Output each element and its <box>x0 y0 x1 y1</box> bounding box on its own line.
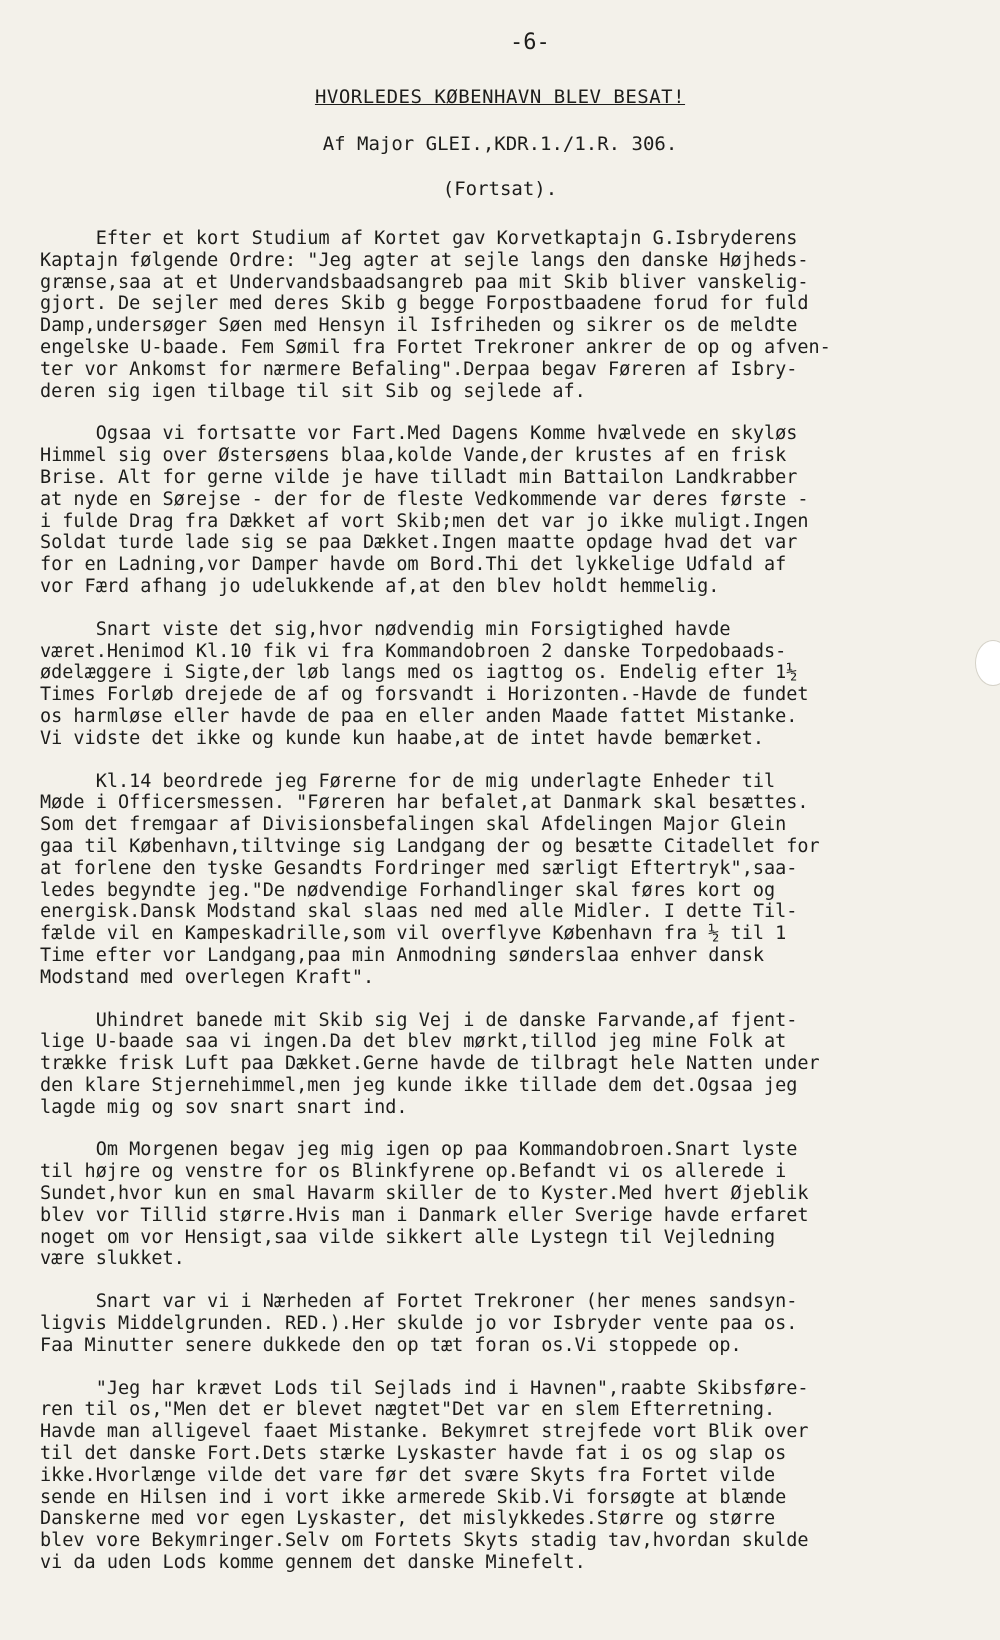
text-line: Kl.14 beordrede jeg Førerne for de mig underlagte Enheder til <box>40 770 776 792</box>
text-line: Møde i Officersmessen. "Føreren har befalet,at Danmark skal besættes. <box>40 792 809 814</box>
text-line: gaa til København,tiltvinge sig Landgang der og besætte Citadellet for <box>40 835 820 857</box>
text-line: ren til os,"Men det er blevet nægtet"Det var en slem Efterretning. <box>40 1399 776 1421</box>
text-line: Times Forløb drejede de af og forsvandt i Horizonten.-Havde de fundet <box>40 684 809 706</box>
text-line: deren sig igen tilbage til sit Sib og sejlede af. <box>40 380 586 402</box>
text-line: Brise. Alt for gerne vilde je have tilladt min Battailon Landkrabber <box>40 466 798 488</box>
text-line: ledes begyndte jeg."De nødvendige Forhandlinger skal føres kort og <box>40 879 776 901</box>
text-line: Som det fremgaar af Divisionsbefalingen skal Afdelingen Major Glein <box>40 814 787 836</box>
text-line: "Jeg har krævet Lods til Sejlads ind i Havnen",raabte Skibsføre- <box>40 1377 809 1399</box>
text-line: vi da uden Lods komme gennem det danske Minefelt. <box>40 1552 586 1574</box>
page-number: -6- <box>510 30 550 55</box>
text-line: grænse,saa at et Undervandsbaadsangreb paa mit Skib bliver vanskelig- <box>40 271 809 293</box>
text-line: sende en Hilsen ind i vort ikke armerede Skib.Vi forsøgte at blænde <box>40 1486 787 1508</box>
text-line: være slukket. <box>40 1248 185 1270</box>
text-line: Danskerne med vor egen Lyskaster, det mislykkedes.Større og større <box>40 1508 776 1530</box>
text-line: i fulde Drag fra Dækket af vort Skib;men det var jo ikke muligt.Ingen <box>40 510 809 532</box>
text-line: Faa Minutter senere dukkede den op tæt foran os.Vi stoppede op. <box>40 1334 742 1356</box>
text-line: Sundet,hvor kun en smal Havarm skiller de to Kyster.Med hvert Øjeblik <box>40 1183 809 1205</box>
text-line: Havde man alligevel faaet Mistanke. Bekymret strejfede vort Blik over <box>40 1421 809 1443</box>
paragraph <box>40 1378 965 1574</box>
text-line: os harmløse eller havde de paa en eller anden Maade fattet Mistanke. <box>40 705 798 727</box>
text-line: Soldat turde lade sig se paa Dækket.Ingen maatte opdage hvad det var <box>40 532 798 554</box>
text-line: engelske U-baade. Fem Sømil fra Fortet Trekroner ankrer de op og afven- <box>40 336 831 358</box>
text-line: trække frisk Luft paa Dækket.Gerne havde de tilbragt hele Natten under <box>40 1053 820 1075</box>
text-line: Uhindret banede mit Skib sig Vej i de danske Farvande,af fjent- <box>40 1009 798 1031</box>
text-line: til det danske Fort.Dets stærke Lyskaster havde fat i os og slap os <box>40 1443 787 1465</box>
article-body <box>40 228 965 1595</box>
text-line: at forlene den tyske Gesandts Fordringer med særligt Eftertryk",saa- <box>40 857 798 879</box>
paragraph <box>40 619 965 750</box>
text-line: energisk.Dansk Modstand skal slaas ned med alle Midler. I dette Til- <box>40 901 798 923</box>
text-line: Snart var vi i Nærheden af Fortet Trekroner (her menes sandsyn- <box>40 1291 798 1313</box>
text-line: blev vor Tillid større.Hvis man i Danmark eller Sverige havde erfaret <box>40 1204 809 1226</box>
text-line: Modstand med overlegen Kraft". <box>40 966 375 988</box>
text-line: Snart viste det sig,hvor nødvendig min Forsigtighed havde <box>40 618 731 640</box>
punch-hole <box>975 640 1000 686</box>
text-line: for en Ladning,vor Damper havde om Bord.Thi det lykkelige Udfald af <box>40 554 787 576</box>
text-line: Time efter vor Landgang,paa min Anmodning sønderslaa enhver dansk <box>40 944 764 966</box>
text-line: blev vore Bekymringer.Selv om Fortets Skyts stadig tav,hvordan skulde <box>40 1530 809 1552</box>
author-line: Af Major GLEI.,KDR.1./1.R. 306. <box>322 133 678 155</box>
text-line: at nyde en Sørejse - der for de fleste Vedkommende var deres første - <box>40 488 809 510</box>
text-line: Om Morgenen begav jeg mig igen op paa Kommandobroen.Snart lyste <box>40 1139 798 1161</box>
text-line: fælde vil en Kampeskadrille,som vil overflyve København fra ½ til 1 <box>40 923 787 945</box>
text-line: Damp,undersøger Søen med Hensyn il Isfriheden og sikrer os de meldte <box>40 315 798 337</box>
text-line: ødelæggere i Sigte,der løb langs med os iagttog os. Endelig efter 1½ <box>40 662 798 684</box>
article-title: HVORLEDES KØBENHAVN BLEV BESAT! <box>314 86 686 108</box>
paragraph <box>40 1291 965 1356</box>
text-line: ter vor Ankomst for nærmere Befaling".Derpaa begav Føreren af Isbry- <box>40 358 798 380</box>
text-line: til højre og venstre for os Blinkfyrene op.Befandt vi os allerede i <box>40 1161 787 1183</box>
paragraph <box>40 1010 965 1119</box>
continued-note: (Fortsat). <box>442 178 558 200</box>
text-line: Ogsaa vi fortsatte vor Fart.Med Dagens Komme hvælvede en skyløs <box>40 423 798 445</box>
text-line: Vi vidste det ikke og kunde kun haabe,at de intet havde bemærket. <box>40 727 764 749</box>
text-line: noget om vor Hensigt,saa vilde sikkert alle Lystegn til Vejledning <box>40 1226 776 1248</box>
text-line: ikke.Hvorlænge vilde det vare før det svære Skyts fra Fortet vilde <box>40 1464 776 1486</box>
paragraph <box>40 423 965 597</box>
text-line: lige U-baade saa vi ingen.Da det blev mørkt,tillod jeg mine Folk at <box>40 1031 787 1053</box>
text-line: vor Færd afhang jo udelukkende af,at den blev holdt hemmelig. <box>40 575 720 597</box>
text-line: lagde mig og sov snart snart ind. <box>40 1096 408 1118</box>
text-line: Kaptajn følgende Ordre: "Jeg agter at sejle langs den danske Højheds- <box>40 249 809 271</box>
paragraph <box>40 1139 965 1270</box>
paragraph <box>40 228 965 402</box>
text-line: Himmel sig over Østersøens blaa,kolde Vande,der krustes af en frisk <box>40 445 787 467</box>
text-line: ligvis Middelgrunden. RED.).Her skulde jo vor Isbryder vente paa os. <box>40 1313 798 1335</box>
text-line: været.Henimod Kl.10 fik vi fra Kommandobroen 2 danske Torpedobaads- <box>40 640 787 662</box>
text-line: Efter et kort Studium af Kortet gav Korvetkaptajn G.Isbryderens <box>40 228 798 249</box>
text-line: den klare Stjernehimmel,men jeg kunde ikke tillade dem det.Ogsaa jeg <box>40 1074 798 1096</box>
text-line: gjort. De sejler med deres Skib g begge Forpostbaadene forud for fuld <box>40 293 809 315</box>
paragraph <box>40 771 965 989</box>
